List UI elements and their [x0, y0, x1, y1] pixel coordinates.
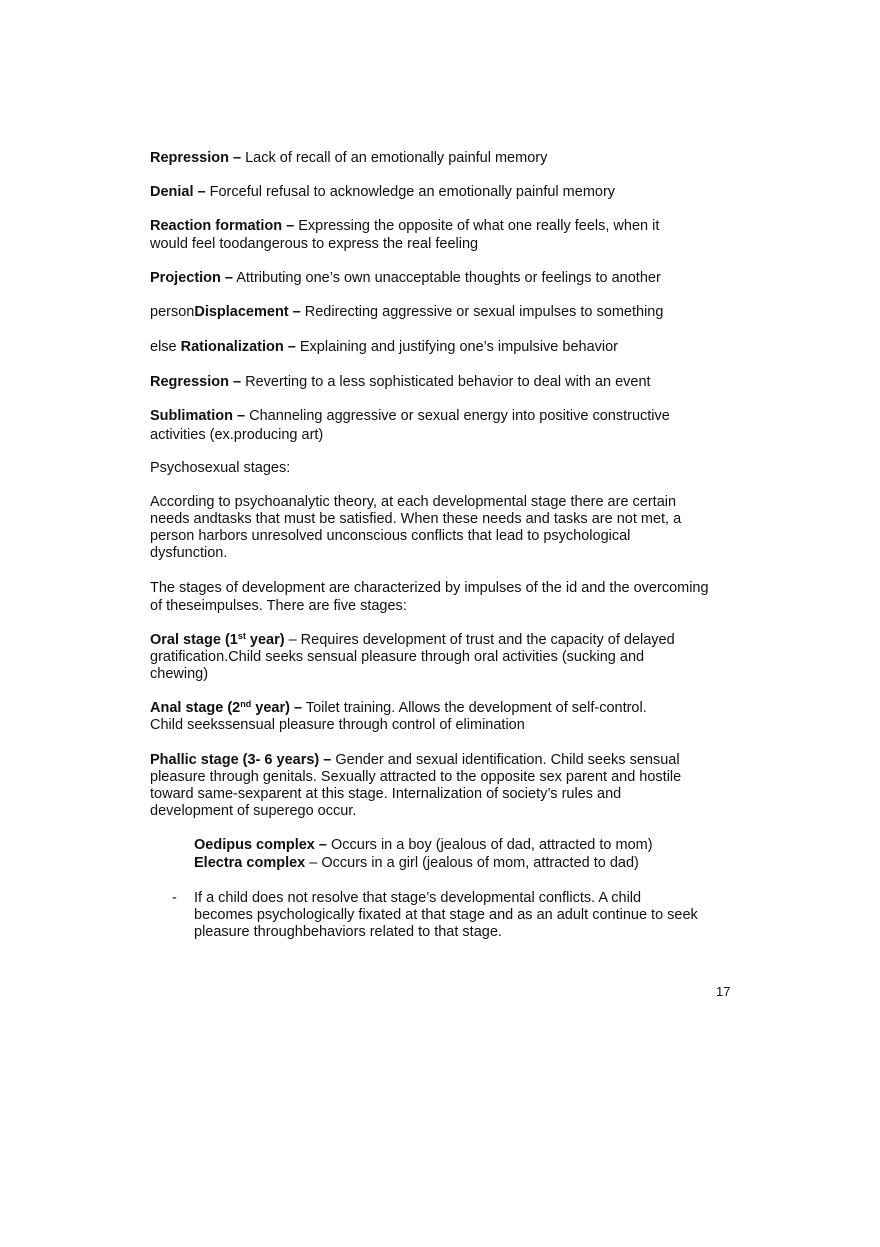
intro-line-1: According to psychoanalytic theory, at each developmental stage there are certain	[150, 494, 677, 510]
rationalization-line	[150, 339, 750, 356]
term: Regression –	[150, 374, 242, 390]
term-part: year) –	[251, 700, 303, 716]
denial-line	[150, 184, 750, 201]
term: Rationalization –	[180, 339, 296, 355]
description: Explaining and justifying one’s impulsive behavior	[299, 339, 619, 355]
oral-stage-line	[150, 632, 750, 649]
description: Toilet training. Allows the development of self-control.	[302, 700, 647, 716]
description: Lack of recall of an emotionally painful memory	[245, 150, 548, 166]
repression-line	[150, 150, 750, 167]
stages-line-1: The stages of development are characterized by impulses of the id and the overcoming	[150, 580, 709, 596]
anal-line-2: Child seekssensual pleasure through control of elimination	[150, 717, 525, 733]
phallic-line-2: pleasure through genitals. Sexually attracted to the opposite sex parent and hostile	[150, 769, 682, 785]
term: Oedipus complex –	[194, 837, 327, 853]
fixation-line-3: pleasure throughbehaviors related to that stage.	[194, 924, 502, 940]
term: Projection –	[150, 270, 233, 286]
description: Expressing the opposite of what one really feels, when it	[298, 218, 660, 234]
term-part: Oral stage (1	[150, 632, 238, 648]
description: Redirecting aggressive or sexual impulses to something	[304, 304, 664, 320]
phallic-stage-line	[150, 752, 750, 769]
description: Gender and sexual identification. Child seeks sensual	[331, 752, 680, 768]
electra-line	[194, 855, 794, 872]
description: Channeling aggressive or sexual energy into positive constructive	[249, 408, 670, 424]
oral-line-2: gratification.Child seeks sensual pleasure through oral activities (sucking and	[150, 649, 645, 665]
bullet-dash: -	[172, 890, 177, 906]
oedipus-line	[194, 837, 794, 854]
intro-line-3: person harbors unresolved unconscious conflicts that lead to psychological	[150, 528, 631, 544]
description: Occurs in a boy (jealous of dad, attracted to mom)	[326, 837, 653, 853]
oral-stage-term	[150, 632, 285, 648]
ordinal-suffix: st	[237, 631, 246, 641]
anal-stage-term	[150, 700, 302, 716]
term: Repression –	[150, 150, 242, 166]
term: Sublimation –	[150, 408, 246, 424]
phallic-line-3: toward same-sexparent at this stage. Internalization of society’s rules and	[150, 786, 622, 802]
oral-line-3: chewing)	[150, 666, 209, 682]
term-part: Anal stage (2	[150, 700, 241, 716]
description: – Requires development of trust and the capacity of delayed	[284, 632, 675, 648]
intro-line-2: needs andtasks that must be satisfied. When these needs and tasks are not met, a	[150, 511, 682, 527]
phallic-line-4: development of superego occur.	[150, 803, 357, 819]
intro-line-4: dysfunction.	[150, 545, 228, 561]
description: Attributing one’s own unacceptable thoughts or feelings to another	[236, 270, 661, 286]
regression-line	[150, 374, 750, 391]
ordinal-suffix: nd	[240, 699, 252, 709]
fixation-line-2: becomes psychologically fixated at that stage and as an adult continue to seek	[194, 907, 698, 923]
prefix: else	[150, 339, 177, 355]
description: – Occurs in a girl (jealous of mom, attracted to dad)	[305, 855, 639, 871]
term: Denial –	[150, 184, 206, 200]
anal-stage-line	[150, 700, 750, 717]
prefix: person	[150, 304, 195, 320]
description: Reverting to a less sophisticated behavior to deal with an event	[245, 374, 651, 390]
reaction-formation-line	[150, 218, 750, 235]
projection-line	[150, 270, 750, 287]
term: Reaction formation –	[150, 218, 295, 234]
term: Displacement –	[194, 304, 301, 320]
sublimation-continuation: activities (ex.producing art)	[150, 427, 324, 443]
stages-line-2: of theseimpulses. There are five stages:	[150, 598, 407, 614]
sublimation-line	[150, 408, 750, 425]
term-part: year)	[245, 632, 285, 648]
phallic-stage-term: Phallic stage (3- 6 years) –	[150, 752, 332, 768]
page-number: 17	[716, 984, 731, 999]
displacement-line	[150, 304, 750, 321]
reaction-formation-continuation: would feel toodangerous to express the real feeling	[150, 236, 479, 252]
psychosexual-heading: Psychosexual stages:	[150, 460, 291, 476]
fixation-line-1: If a child does not resolve that stage’s developmental conflicts. A child	[194, 890, 642, 906]
description: Forceful refusal to acknowledge an emotionally painful memory	[209, 184, 616, 200]
term: Electra complex	[194, 855, 306, 871]
